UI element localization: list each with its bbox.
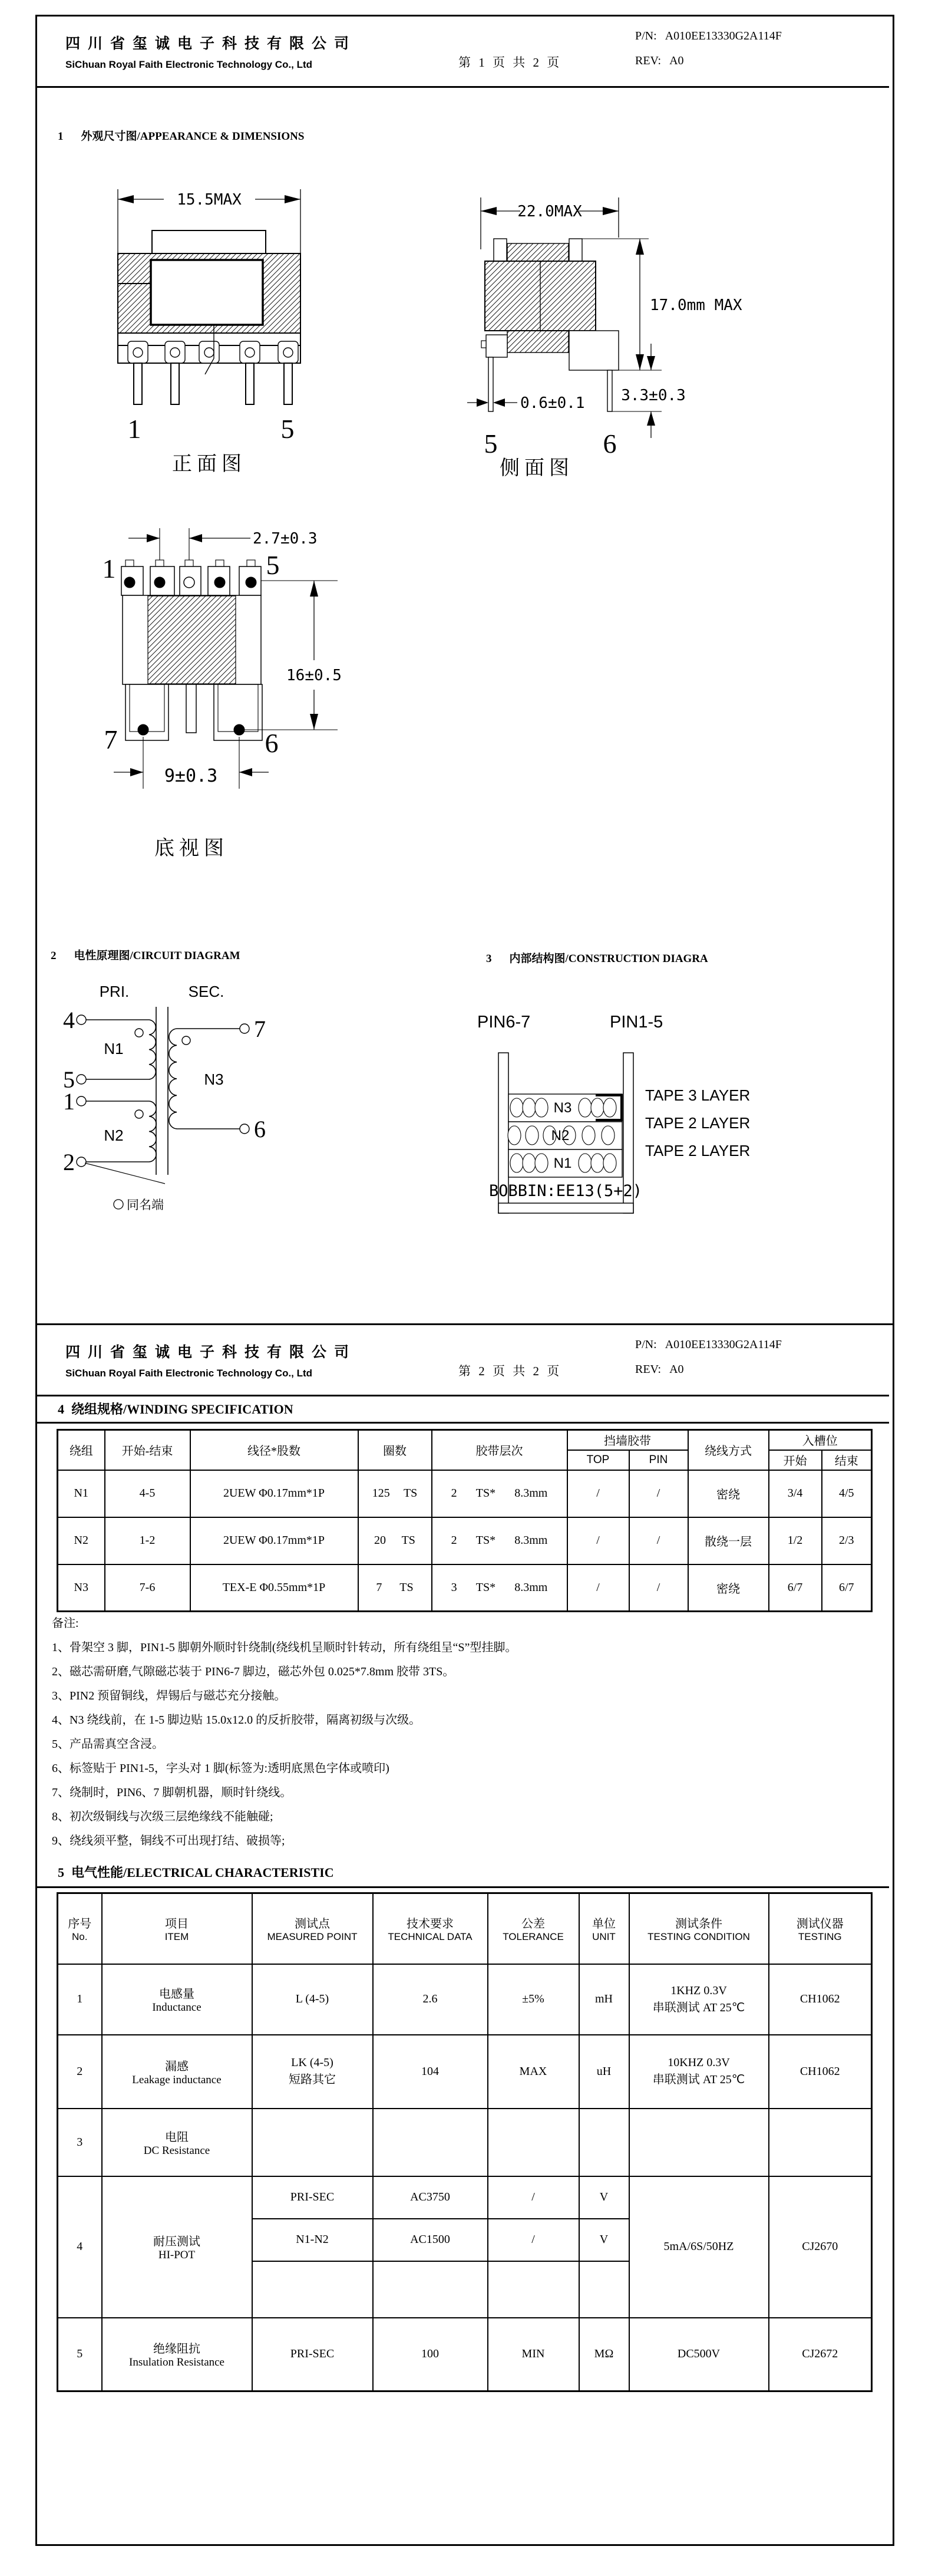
r2-point: LK (4-5) 短路其它 bbox=[252, 2035, 373, 2109]
r1-data: 2.6 bbox=[373, 1964, 488, 2035]
r1-point: L (4-5) bbox=[252, 1964, 373, 2035]
section-2-number: 2 bbox=[51, 950, 57, 962]
bottom-pin5-label: 5 bbox=[266, 550, 280, 580]
page-1 bbox=[35, 15, 894, 1327]
bottom-view-caption: 底视图 bbox=[154, 838, 229, 859]
company-name-cn: 四川省玺诚电子科技有限公司 bbox=[65, 1345, 357, 1361]
r4c-point bbox=[252, 2261, 373, 2318]
n2-wall-top: / bbox=[567, 1517, 629, 1564]
n1-slot-start: 3/4 bbox=[769, 1470, 822, 1517]
section-5-title: 电气性能/ELECTRICAL CHARACTERISTIC bbox=[71, 1865, 334, 1880]
n2-wire: 2UEW Φ0.17mm*1P bbox=[190, 1517, 358, 1564]
r2-data: 104 bbox=[373, 2035, 488, 2109]
n3-slot-start: 6/7 bbox=[769, 1564, 822, 1612]
r3-condition bbox=[629, 2109, 769, 2176]
rev-label: REV: bbox=[635, 1363, 662, 1376]
bottom-dim-pitch bbox=[128, 528, 318, 560]
wt-col-wire: 线径*股数 bbox=[190, 1430, 358, 1470]
rev-label: REV: bbox=[635, 54, 662, 67]
winding-row-n3 bbox=[58, 1564, 872, 1612]
r3-point bbox=[252, 2109, 373, 2176]
note-1: 1、骨架空 3 脚，PIN1-5 脚朝外顺时针绕制(绕线机呈顺时针转动，所有绕组呈“S”型挂脚。 bbox=[52, 1641, 517, 1654]
r2-condition: 10KHZ 0.3V 串联测试 AT 25℃ bbox=[629, 2035, 769, 2109]
n2-slot-start: 1/2 bbox=[769, 1517, 822, 1564]
r4-item: 耐压测试 HI-POT bbox=[102, 2176, 252, 2318]
n1-slot-end: 4/5 bbox=[822, 1470, 872, 1517]
r3-item: 电阻 DC Resistance bbox=[102, 2109, 252, 2176]
circuit-pin2: 2 bbox=[63, 1149, 75, 1175]
primary-label: PRI. bbox=[99, 983, 130, 1000]
n1-start-end: 4-5 bbox=[105, 1470, 190, 1517]
pn-label: P/N: bbox=[635, 29, 657, 42]
note-9: 9、绕线须平整，铜线不可出现打结、破损等; bbox=[52, 1834, 285, 1847]
page-number: 第 2 页 共 2 页 bbox=[458, 1364, 562, 1378]
note-4: 4、N3 绕线前，在 1-5 脚边贴 15.0x12.0 的反折胶带，隔离初级与次级。 bbox=[52, 1714, 421, 1727]
section-1-title: 外观尺寸图/APPEARANCE & DIMENSIONS bbox=[81, 130, 305, 143]
r5-item: 绝缘阻抗 Insulation Resistance bbox=[102, 2318, 252, 2391]
r4-condition: 5mA/6S/50HZ bbox=[629, 2176, 769, 2318]
pn-value: A010EE13330G2A114F bbox=[665, 1338, 782, 1351]
n1-winding: N1 bbox=[58, 1470, 105, 1517]
side-view-caption: 侧面图 bbox=[500, 457, 574, 479]
front-core bbox=[118, 230, 300, 333]
r2-no: 2 bbox=[58, 2035, 102, 2109]
wt-col-wall-tape: 挡墙胶带 bbox=[567, 1430, 688, 1450]
secondary-label: SEC. bbox=[188, 983, 224, 1000]
r2-equipment: CH1062 bbox=[769, 2035, 872, 2109]
note-7: 7、绕制时，PIN6、7 脚朝机器，顺时针绕线。 bbox=[52, 1786, 292, 1799]
r5-condition: DC500V bbox=[629, 2318, 769, 2391]
electrical-row-2 bbox=[58, 2035, 872, 2109]
r2-tolerance: MAX bbox=[488, 2035, 579, 2109]
circuit-pin7: 7 bbox=[254, 1016, 266, 1042]
r4c-data bbox=[373, 2261, 488, 2318]
side-view-drawing bbox=[461, 167, 862, 497]
pn-value: A010EE13330G2A114F bbox=[665, 29, 782, 42]
r2-item: 漏感 Leakage inductance bbox=[102, 2035, 252, 2109]
company-name-cn: 四川省玺诚电子科技有限公司 bbox=[65, 36, 357, 52]
section-4-underline bbox=[37, 1422, 889, 1424]
n2-method: 散绕一层 bbox=[688, 1517, 769, 1564]
n2-winding: N2 bbox=[58, 1517, 105, 1564]
wt-col-top: TOP bbox=[567, 1450, 629, 1470]
n2-label: N2 bbox=[104, 1126, 124, 1144]
section-3-heading bbox=[486, 950, 708, 966]
n3-method: 密绕 bbox=[688, 1564, 769, 1612]
n1-wall-pin: / bbox=[629, 1470, 688, 1517]
r3-unit bbox=[579, 2109, 629, 2176]
wt-col-tape: 胶带层次 bbox=[432, 1430, 567, 1470]
r4b-point: N1-N2 bbox=[252, 2219, 373, 2261]
et-col-technical-data: 技术要求 TECHNICAL DATA bbox=[373, 1893, 488, 1964]
bottom-view-drawing bbox=[78, 506, 343, 871]
n2-slot-end: 2/3 bbox=[822, 1517, 872, 1564]
header-divider bbox=[37, 1395, 889, 1396]
wt-col-method: 绕线方式 bbox=[688, 1430, 769, 1470]
n1-tape: 2 TS* 8.3mm bbox=[432, 1470, 567, 1517]
section-5-underline bbox=[37, 1886, 889, 1888]
revision bbox=[635, 54, 684, 68]
notes-title: 备注: bbox=[52, 1617, 79, 1630]
wt-col-slot-start: 开始 bbox=[769, 1450, 822, 1470]
circuit-pin5: 5 bbox=[63, 1066, 75, 1093]
part-number bbox=[635, 1338, 782, 1352]
note-3: 3、PIN2 预留铜线，焊锡后与磁芯充分接触。 bbox=[52, 1689, 286, 1702]
bottom-pin7-label: 7 bbox=[104, 724, 118, 755]
r4b-unit: V bbox=[579, 2219, 629, 2261]
wt-col-pin: PIN bbox=[629, 1450, 688, 1470]
core-ground-lead bbox=[85, 1163, 165, 1184]
side-pin5-label: 5 bbox=[484, 429, 498, 459]
r1-no: 1 bbox=[58, 1964, 102, 2035]
n1-wall-top: / bbox=[567, 1470, 629, 1517]
section-2-heading bbox=[51, 947, 240, 963]
et-col-no: 序号 No. bbox=[58, 1893, 102, 1964]
bottom-pitch-label: 2.7±0.3 bbox=[253, 530, 318, 548]
r1-unit: mH bbox=[579, 1964, 629, 2035]
n3-wall-top: / bbox=[567, 1564, 629, 1612]
n3-label: N3 bbox=[204, 1070, 224, 1088]
r5-no: 5 bbox=[58, 2318, 102, 2391]
electrical-row-3 bbox=[58, 2109, 872, 2176]
front-pin1-label: 1 bbox=[127, 414, 141, 444]
note-5: 5、产品需真空含浸。 bbox=[52, 1738, 164, 1751]
construction-diagram bbox=[473, 974, 756, 1222]
section-5-number: 5 bbox=[58, 1865, 64, 1880]
bottom-pin-row bbox=[121, 560, 261, 595]
winding-layer-n1 bbox=[508, 1149, 622, 1177]
r4b-data: AC1500 bbox=[373, 2219, 488, 2261]
r4-equipment: CJ2670 bbox=[769, 2176, 872, 2318]
pn-label: P/N: bbox=[635, 1338, 657, 1351]
electrical-table bbox=[57, 1892, 873, 2392]
r4c-unit bbox=[579, 2261, 629, 2318]
wt-col-turns: 圈数 bbox=[358, 1430, 432, 1470]
circuit-diagram bbox=[63, 974, 290, 1222]
note-2: 2、磁芯需研磨,气隙磁芯装于 PIN6-7 脚边，磁芯外包 0.025*7.8mm 胶带 3TS。 bbox=[52, 1665, 455, 1678]
r5-tolerance: MIN bbox=[488, 2318, 579, 2391]
circuit-pin1: 1 bbox=[63, 1088, 75, 1115]
bottom-span-label: 9±0.3 bbox=[164, 766, 218, 786]
side-pin-width-label: 0.6±0.1 bbox=[520, 394, 585, 412]
wt-col-winding: 绕组 bbox=[58, 1430, 105, 1470]
n1-method: 密绕 bbox=[688, 1470, 769, 1517]
n1-turns: 125 TS bbox=[358, 1470, 432, 1517]
front-view-drawing bbox=[84, 167, 343, 497]
side-pin-length-label: 3.3±0.3 bbox=[621, 387, 686, 404]
r1-tolerance: ±5% bbox=[488, 1964, 579, 2035]
side-height-label: 17.0mm MAX bbox=[650, 297, 742, 314]
electrical-row-1 bbox=[58, 1964, 872, 2035]
electrical-header-row bbox=[58, 1893, 872, 1964]
r4b-tolerance: / bbox=[488, 2219, 579, 2261]
r4a-unit: V bbox=[579, 2176, 629, 2219]
r5-point: PRI-SEC bbox=[252, 2318, 373, 2391]
r5-equipment: CJ2672 bbox=[769, 2318, 872, 2391]
r1-equipment: CH1062 bbox=[769, 1964, 872, 2035]
section-3-title: 内部结构图/CONSTRUCTION DIAGRA bbox=[509, 953, 708, 965]
section-4-number: 4 bbox=[58, 1402, 64, 1417]
circuit-pin6: 6 bbox=[254, 1116, 266, 1142]
tape-layer-2-label: TAPE 2 LAYER bbox=[645, 1114, 751, 1132]
legend-text: 同名端 bbox=[127, 1198, 164, 1212]
n3-wire: TEX-E Φ0.55mm*1P bbox=[190, 1564, 358, 1612]
winding-layer-n2 bbox=[508, 1122, 622, 1149]
rev-value: A0 bbox=[669, 54, 684, 67]
electrical-row-4a bbox=[58, 2176, 872, 2219]
section-4-title: 绕组规格/WINDING SPECIFICATION bbox=[71, 1402, 293, 1417]
n2-turns: 20 TS bbox=[358, 1517, 432, 1564]
note-8: 8、初次级铜线与次级三层绝缘线不能触碰; bbox=[52, 1810, 273, 1823]
tape-layer-3-label: TAPE 2 LAYER bbox=[645, 1142, 751, 1159]
r2-unit: uH bbox=[579, 2035, 629, 2109]
header-divider bbox=[37, 86, 889, 88]
r4c-tolerance bbox=[488, 2261, 579, 2318]
wt-col-slot-end: 结束 bbox=[822, 1450, 872, 1470]
side-pin6-label: 6 bbox=[603, 429, 617, 459]
r5-unit: MΩ bbox=[579, 2318, 629, 2391]
r3-data bbox=[373, 2109, 488, 2176]
bottom-pin6-label: 6 bbox=[265, 728, 279, 758]
revision bbox=[635, 1363, 684, 1376]
n3-winding: N3 bbox=[58, 1564, 105, 1612]
r3-equipment bbox=[769, 2109, 872, 2176]
n3-slot-end: 6/7 bbox=[822, 1564, 872, 1612]
section-5-heading bbox=[58, 1863, 334, 1881]
r3-no: 3 bbox=[58, 2109, 102, 2176]
pin15-label: PIN1-5 bbox=[610, 1013, 663, 1032]
tape-layer-1-label: TAPE 3 LAYER bbox=[645, 1086, 751, 1104]
wt-col-slot: 入槽位 bbox=[769, 1430, 872, 1450]
section-4-heading bbox=[58, 1399, 293, 1418]
et-col-measured-point: 测试点 MEASURED POINT bbox=[252, 1893, 373, 1964]
et-col-tolerance: 公差 TOLERANCE bbox=[488, 1893, 579, 1964]
layer-n2-label: N2 bbox=[551, 1128, 570, 1144]
core-lines bbox=[156, 1007, 168, 1175]
side-width-label: 22.0MAX bbox=[517, 203, 582, 220]
section-3-number: 3 bbox=[486, 953, 492, 965]
n2-wall-pin: / bbox=[629, 1517, 688, 1564]
bottom-height-label: 16±0.5 bbox=[286, 667, 342, 684]
r1-condition: 1KHZ 0.3V 串联测试 AT 25℃ bbox=[629, 1964, 769, 2035]
winding-row-n2 bbox=[58, 1517, 872, 1564]
section-2-title: 电性原理图/CIRCUIT DIAGRAM bbox=[74, 950, 240, 962]
n3-start-end: 7-6 bbox=[105, 1564, 190, 1612]
company-name-en: SiChuan Royal Faith Electronic Technology Co., Ltd bbox=[65, 1368, 313, 1379]
front-pins bbox=[134, 363, 292, 404]
page-number: 第 1 页 共 2 页 bbox=[458, 55, 562, 70]
layer-n1-label: N1 bbox=[553, 1155, 572, 1171]
side-dim-pin-width bbox=[467, 394, 585, 412]
et-col-unit: 单位 UNIT bbox=[579, 1893, 629, 1964]
section-1-number: 1 bbox=[58, 130, 64, 143]
bobbin-label: BOBBIN:EE13(5+2) bbox=[488, 1182, 643, 1200]
n3-wall-pin: / bbox=[629, 1564, 688, 1612]
r1-item: 电感量 Inductance bbox=[102, 1964, 252, 2035]
winding-layer-n3 bbox=[508, 1094, 622, 1122]
note-6: 6、标签贴于 PIN1-5，字头对 1 脚(标签为:透明底黑色字体或喷印) bbox=[52, 1762, 389, 1775]
et-col-testing-condition: 测试条件 TESTING CONDITION bbox=[629, 1893, 769, 1964]
section-1-heading bbox=[58, 127, 304, 143]
company-name-en: SiChuan Royal Faith Electronic Technology Co., Ltd bbox=[65, 59, 313, 70]
front-width-label: 15.5MAX bbox=[177, 191, 242, 209]
et-col-testing: 测试仪器 TESTING bbox=[769, 1893, 872, 1964]
r4a-point: PRI-SEC bbox=[252, 2176, 373, 2219]
r5-data: 100 bbox=[373, 2318, 488, 2391]
page-2 bbox=[35, 1323, 894, 2546]
r4a-data: AC3750 bbox=[373, 2176, 488, 2219]
winding-row-n1 bbox=[58, 1470, 872, 1517]
et-col-item: 项目 ITEM bbox=[102, 1893, 252, 1964]
winding-spec-table bbox=[57, 1429, 873, 1612]
r4-no: 4 bbox=[58, 2176, 102, 2318]
part-number bbox=[635, 29, 782, 43]
front-view-caption: 正面图 bbox=[172, 453, 246, 475]
n2-tape: 2 TS* 8.3mm bbox=[432, 1517, 567, 1564]
notes-block bbox=[52, 1612, 517, 1853]
n2-start-end: 1-2 bbox=[105, 1517, 190, 1564]
bottom-body bbox=[123, 595, 262, 740]
electrical-row-5 bbox=[58, 2318, 872, 2391]
n3-turns: 7 TS bbox=[358, 1564, 432, 1612]
side-dim-pin-length bbox=[612, 344, 686, 438]
pin67-label: PIN6-7 bbox=[477, 1013, 531, 1032]
n3-tape: 3 TS* 8.3mm bbox=[432, 1564, 567, 1612]
bottom-pin1-label: 1 bbox=[102, 554, 116, 584]
n1-wire: 2UEW Φ0.17mm*1P bbox=[190, 1470, 358, 1517]
dot-convention-legend bbox=[114, 1198, 164, 1212]
layer-n3-label: N3 bbox=[553, 1100, 572, 1116]
bottom-dim-span bbox=[114, 737, 269, 789]
r4a-tolerance: / bbox=[488, 2176, 579, 2219]
wt-col-start-end: 开始-结束 bbox=[105, 1430, 190, 1470]
r3-tolerance bbox=[488, 2109, 579, 2176]
n1-label: N1 bbox=[104, 1040, 124, 1058]
front-pin5-label: 5 bbox=[280, 414, 295, 444]
circuit-pin4: 4 bbox=[63, 1007, 75, 1033]
rev-value: A0 bbox=[669, 1363, 684, 1376]
